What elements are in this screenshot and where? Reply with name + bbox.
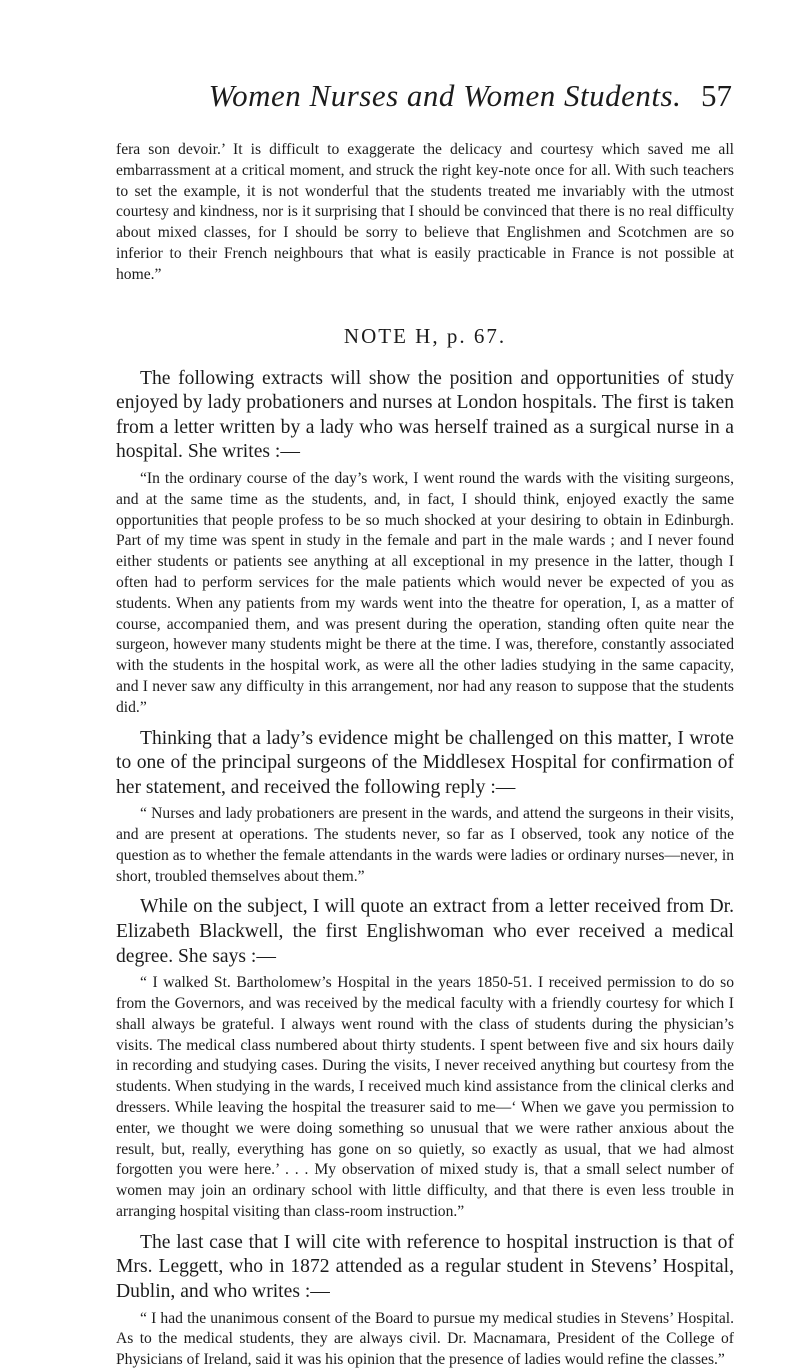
quoted-letter: “ I had the unanimous consent of the Board to pursue my medical studies in Stevens’ Hospital. As to the medical students, they are always civil. Dr. Macnamara, President of the College of Physicians of Ireland, said it was his opinion that the presence of ladies would refine the classes.” bbox=[116, 1309, 734, 1369]
body-paragraph: While on the subject, I will quote an extract from a letter received from Dr. Elizabeth Blackwell, the first Englishwoman who ever received a medical degree. She says :— bbox=[116, 896, 734, 967]
body-paragraph: The following extracts will show the position and opportunities of study enjoyed by lady probationers and nurses at London hospitals. The first is taken from a letter written by a lady who was herself trained as a surgical nurse in a hospital. She writes :— bbox=[116, 367, 734, 463]
page-header bbox=[116, 78, 734, 120]
quoted-letter: “ I walked St. Bartholomew’s Hospital in the years 1850-51. I received permission to do so from the Governors, and was received by the medical faculty with a friendly courtesy for which I shall always be grateful. I always went round with the class of students during the physician’s visits. The medical class numbered about thirty students. I spent between five and six hours daily in recording and studying cases. During the visits, I never received anything but courtesy from the students. When studying in the wards, I received much kind assistance from the clinical clerks and dressers. While leaving the hospital the treasurer said to me—‘ When we gave you permission to enter, we thought we were doing something so unusual that we were rather anxious about the result, but, really, everything has gone on so quietly, so exactly as usual, that we had almost forgotten you were here.’ . . . My observation of mixed study is, that a small select number of women may join an ordinary school with little difficulty, and that there is even less trouble in arranging hospital visiting than class-room instruction.” bbox=[116, 974, 734, 1221]
note-heading: NOTE H, p. 67. bbox=[343, 323, 507, 348]
page-body bbox=[116, 140, 734, 1371]
page-number: 57 bbox=[701, 78, 732, 113]
quoted-paragraph-continued: fera son devoir.’ It is difficult to exaggerate the delicacy and courtesy which saved me all embarrassment at a critical moment, and struck the right key-note once for all. With such teachers to set the example, it is not wonderful that the students treated me invariably with the utmost courtesy and kindness, nor is it surprising that I should be convinced that there is no real difficulty about mixed classes, for I should be sorry to believe that Englishmen and Scotchmen are so inferior to their French neighbours that what is easily practicable in France is not possible at home.” bbox=[116, 141, 734, 283]
body-paragraph: Thinking that a lady’s evidence might be challenged on this matter, I wrote to one of the principal surgeons of the Middlesex Hospital for confirmation of her statement, and received the following reply :— bbox=[116, 727, 734, 798]
quoted-letter: “In the ordinary course of the day’s work, I went round the wards with the visiting surgeons, and at the same time as the students, and, in fact, I should think, enjoyed exactly the same opportunities that people profess to be so much shocked at your desiring to obtain in Edinburgh. Part of my time was spent in study in the female and part in the male wards ; and I never found either students or patients see anything at all exceptional in my presence in the latter, though I often had to perform services for the male patients which would never be expected of you as students. When any patients from my wards went into the theatre for operation, I, as a matter of course, accompanied them, and was present during the operation, standing often quite near the surgeon, however many students might be there at the time. I was, therefore, constantly associated with the students in the hospital work, as were all the other ladies studying in the same capacity, and I never saw any difficulty in this arrangement, nor had any reason to suppose that the students did.” bbox=[116, 469, 734, 716]
body-paragraph: The last case that I will cite with reference to hospital instruction is that of Mrs. Leggett, who in 1872 attended as a regular student in Stevens’ Hospital, Dublin, and who writes :— bbox=[116, 1231, 734, 1303]
running-title: Women Nurses and Women Students. bbox=[208, 78, 682, 113]
quoted-letter: “ Nurses and lady probationers are present in the wards, and attend the surgeons in their visits, and are present at operations. The students never, so far as I observed, took any notice of the question as to whether the female attendants in the wards were ladies or ordinary nurses—never, in short, troubled themselves about them.” bbox=[116, 805, 734, 885]
